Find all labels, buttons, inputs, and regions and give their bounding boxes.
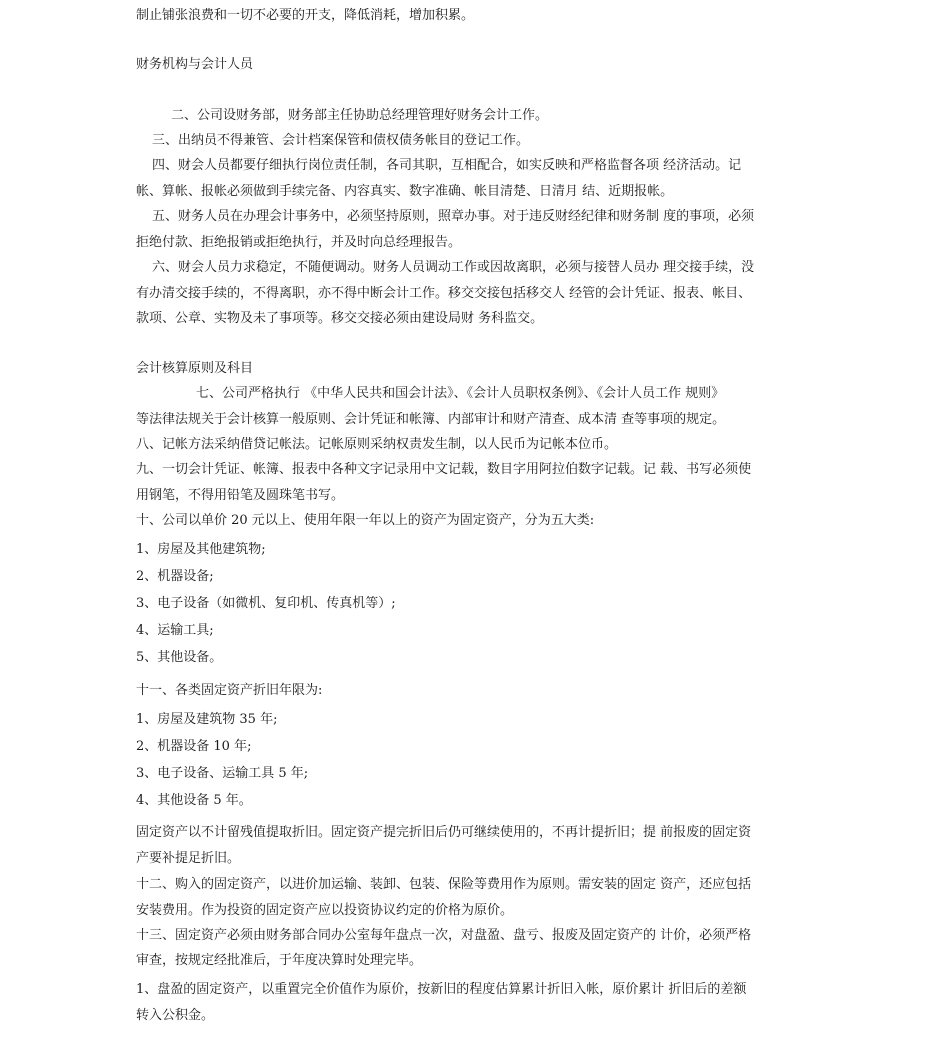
clause-12-line-2: 安装费用。作为投资的固定资产应以投资协议约定的价格为原价。 (136, 903, 514, 918)
clause-10-item-2: 2、机器设备; (136, 569, 214, 584)
depreciation-note-line-2: 产要补提足折旧。 (136, 851, 241, 866)
clause-5-line-2: 拒绝付款、拒绝报销或拒绝执行，并及时向总经理报告。 (136, 235, 462, 250)
clause-2: 二、公司设财务部，财务部主任协助总经理管理好财务会计工作。 (171, 108, 549, 123)
clause-12-line-1: 十二、购入的固定资产，以进价加运输、装卸、包装、保险等费用作为原则。需安装的固定 资产，还应包括 (136, 877, 752, 892)
clause-8: 八、记帐方法采纳借贷记帐法。记帐原则采纳权责发生制，以人民币为记帐本位币。 (136, 437, 618, 452)
clause-5-line-1: 五、财务人员在办理会计事务中，必须坚持原则，照章办事。对于违反财经纪律和财务制 度的事项，必须 (152, 209, 755, 224)
clause-13-line-2: 审查，按规定经批准后，于年度决算时处理完毕。 (136, 953, 423, 968)
clause-6-line-2: 有办清交接手续的，不得离职，亦不得中断会计工作。移交交接包括移交人 经管的会计凭证、报表、帐目、 (136, 286, 752, 301)
clause-11-intro: 十一、各类固定资产折旧年限为: (136, 683, 323, 698)
clause-10-intro: 十、公司以单价 20 元以上、使用年限一年以上的资产为固定资产，分为五大类: (136, 513, 595, 528)
clause-11-item-3: 3、电子设备、运输工具 5 年; (136, 766, 309, 781)
intro-tail: 制止铺张浪费和一切不必要的开支，降低消耗，增加积累。 (136, 8, 475, 23)
clause-6-line-3: 款项、公章、实物及未了事项等。移交交接必须由建设局财 务科监交。 (136, 311, 544, 326)
clause-6-line-1: 六、财会人员力求稳定，不随便调动。财务人员调动工作或因故离职，必须与接替人员办 理交接手续，没 (152, 260, 755, 275)
clause-7-line-2: 等法律法规关于会计核算一般原则、会计凭证和帐簿、内部审计和财产清查、成本清 查等事项的规定。 (136, 412, 726, 427)
clause-10-item-1: 1、房屋及其他建筑物; (136, 542, 266, 557)
section-heading-finance: 财务机构与会计人员 (136, 57, 254, 72)
clause-10-item-3: 3、电子设备（如微机、复印机、传真机等）; (136, 596, 396, 611)
clause-13-sub-1-line-1: 1、盘盈的固定资产，以重置完全价值作为原价，按新旧的程度估算累计折旧入帐，原价累计 折旧后的差额 (136, 982, 747, 997)
clause-13-sub-1-line-2: 转入公积金。 (136, 1008, 215, 1023)
clause-9-line-2: 用钢笔，不得用铅笔及圆珠笔书写。 (136, 488, 345, 503)
clause-10-item-4: 4、运输工具; (136, 623, 214, 638)
clause-13-line-1: 十三、固定资产必须由财务部合同办公室每年盘点一次，对盘盈、盘亏、报废及固定资产的 计价，必须严格 (136, 928, 752, 943)
clause-3: 三、出纳员不得兼管、会计档案保管和债权债务帐目的登记工作。 (152, 133, 530, 148)
clause-9-line-1: 九、一切会计凭证、帐簿、报表中各种文字记录用中文记载，数目字用阿拉伯数字记载。记 载、书写必须使 (136, 462, 752, 477)
clause-7-line-1: 七、公司严格执行 《中华人民共和国会计法》、《会计人员职权条例》、《会计人员工作 规则》 (196, 386, 725, 401)
clause-4-line-2: 帐、算帐、报帐必须做到手续完备、内容真实、数字准确、帐目清楚、日清月 结、近期报帐。 (136, 184, 674, 199)
clause-11-item-1: 1、房屋及建筑物 35 年; (136, 712, 278, 727)
clause-10-item-5: 5、其他设备。 (136, 650, 223, 665)
clause-11-item-4: 4、其他设备 5 年。 (136, 793, 252, 808)
depreciation-note-line-1: 固定资产以不计留残值提取折旧。固定资产提完折旧后仍可继续使用的，不再计提折旧；提 前报废的固定资 (136, 825, 752, 840)
clause-4-line-1: 四、财会人员都要仔细执行岗位责任制，各司其职，互相配合，如实反映和严格监督各项 经济活动。记 (152, 158, 742, 173)
clause-11-item-2: 2、机器设备 10 年; (136, 739, 252, 754)
section-heading-accounting: 会计核算原则及科目 (136, 361, 254, 376)
